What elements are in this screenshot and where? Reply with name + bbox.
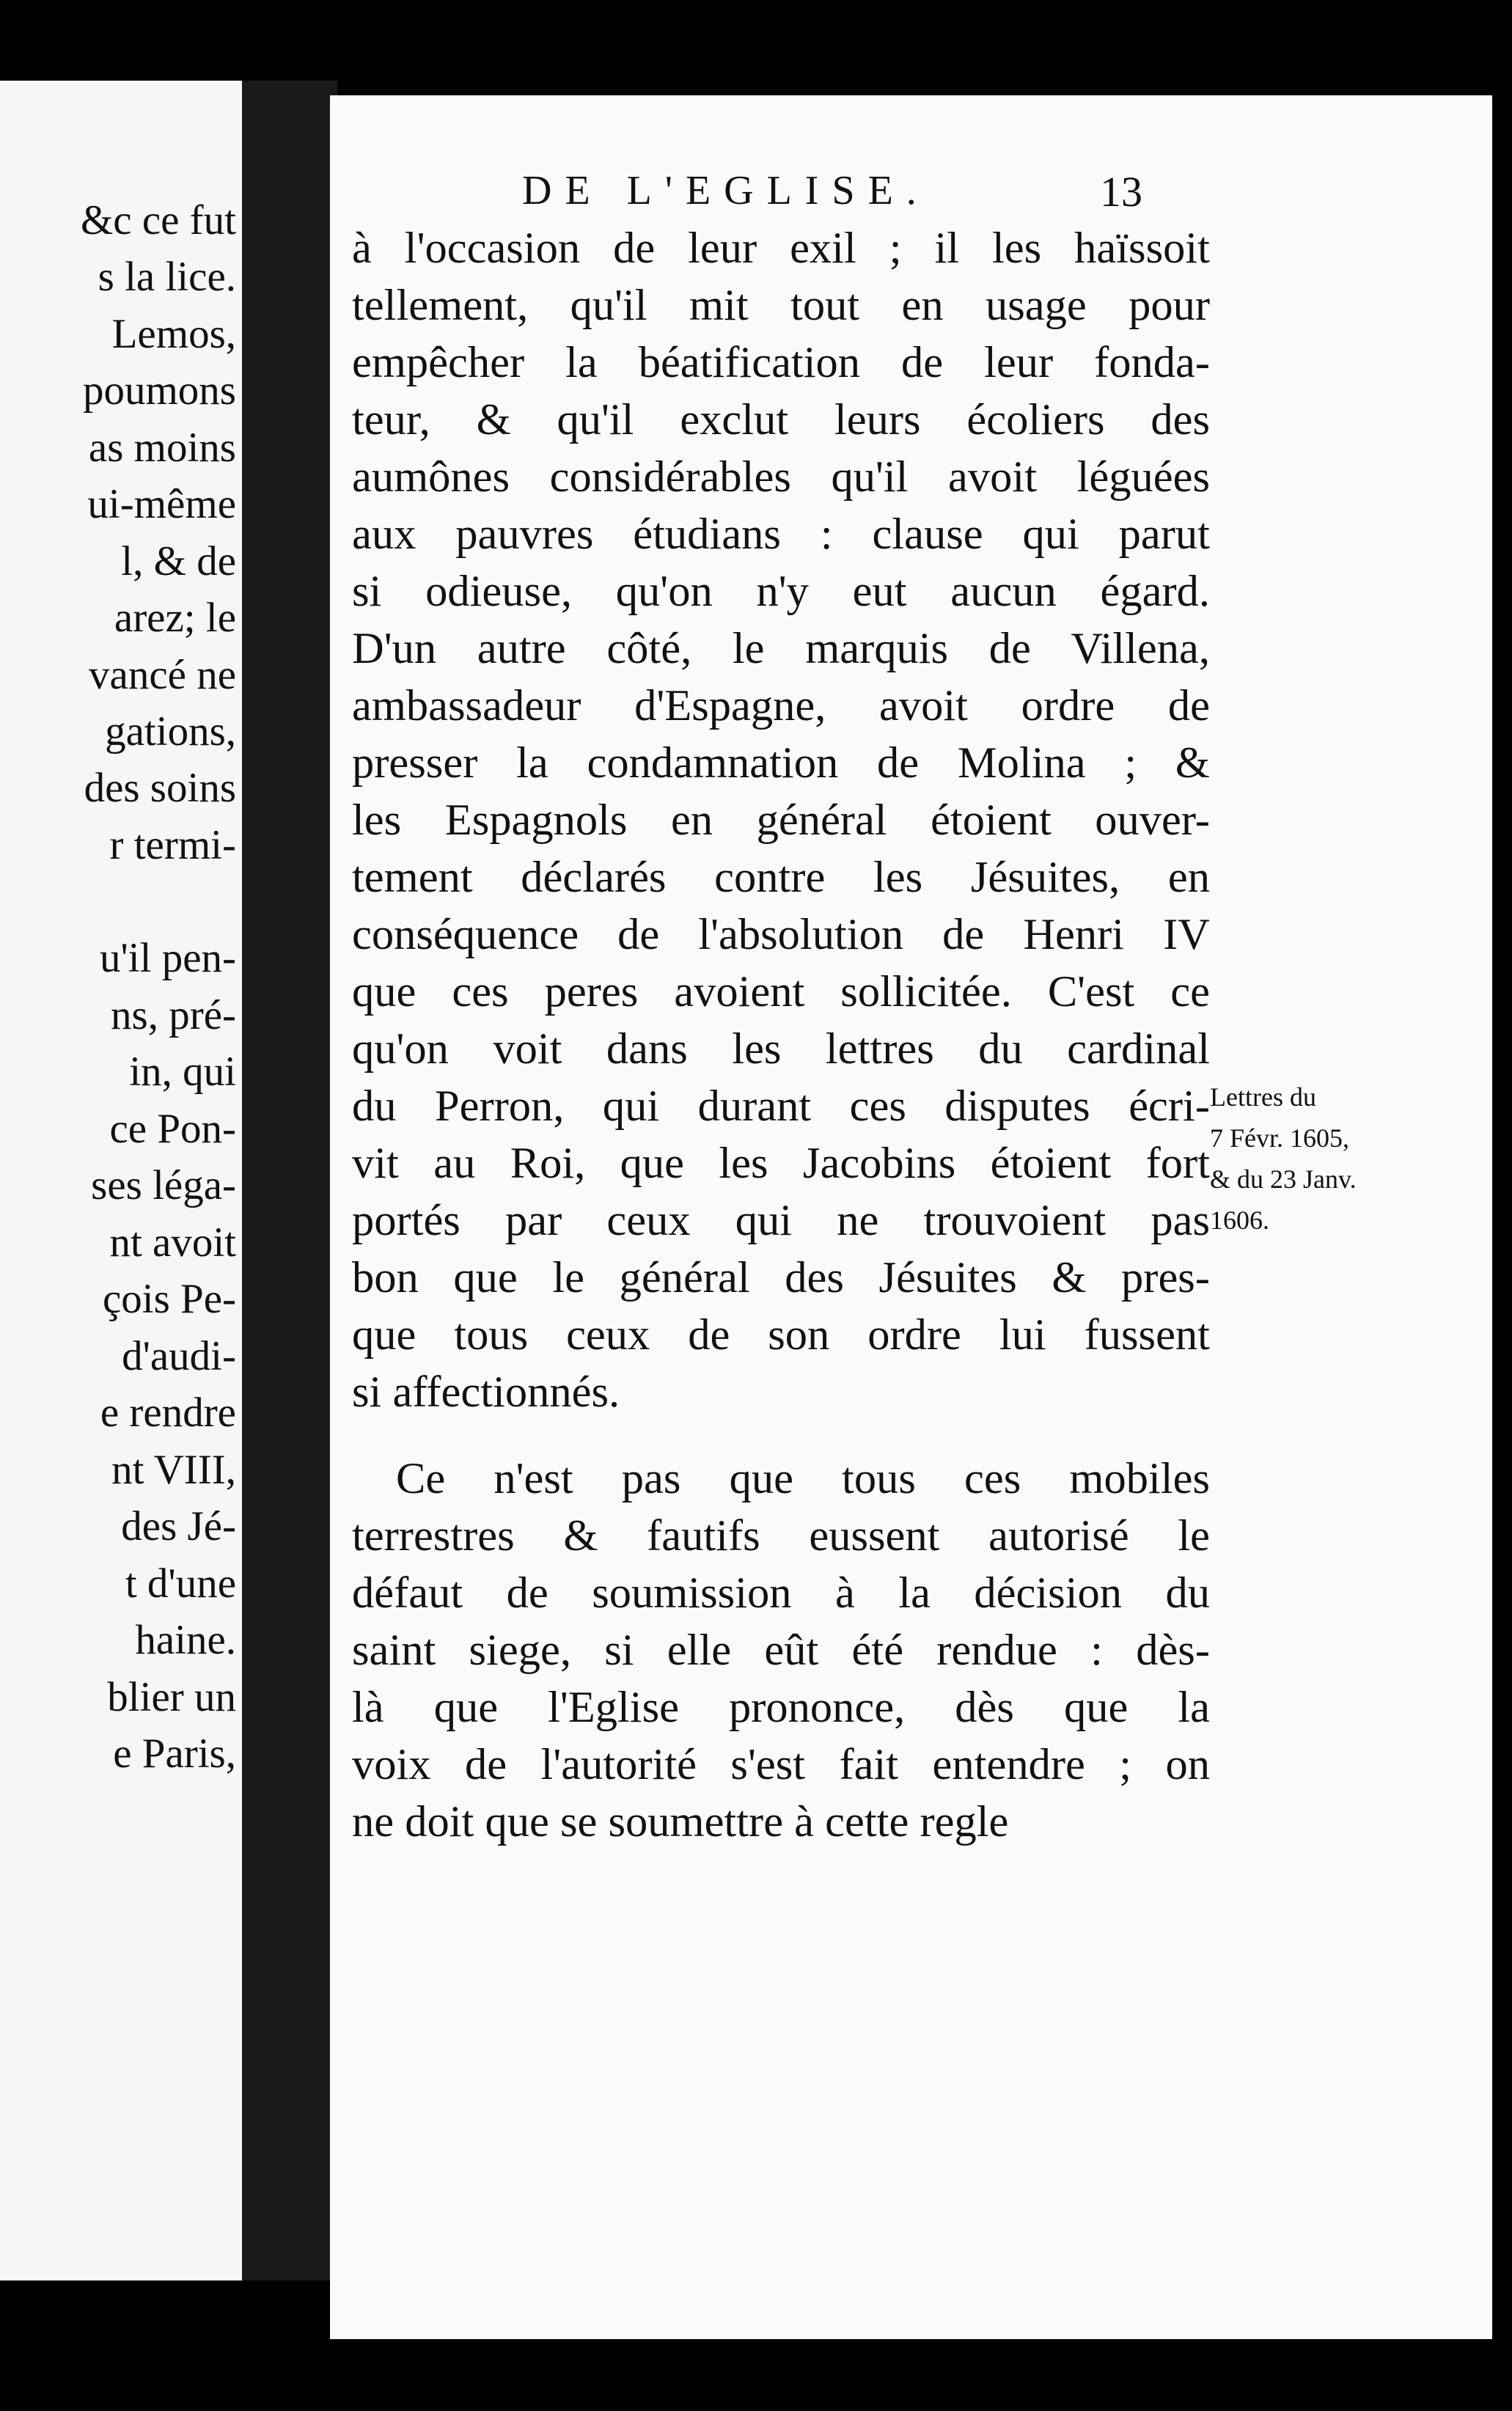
- text-line: D'un autre côté, le marquis de Villena,: [352, 624, 1210, 673]
- text-line: ne doit que se soumettre à cette regle: [352, 1797, 1009, 1846]
- text-line: Ce n'est pas que tous ces mobiles: [396, 1454, 1210, 1503]
- text-line: aumônes considérables qu'il avoit léguées: [352, 452, 1210, 502]
- text-line: teur, & qu'il exclut leurs écoliers des: [352, 395, 1210, 444]
- marginal-note-line: 7 Févr. 1605,: [1210, 1123, 1350, 1153]
- left-page-line: gations,: [105, 708, 236, 755]
- text-line: les Espagnols en général étoient ouver-: [352, 796, 1210, 845]
- text-line: terrestres & fautifs eussent autorisé le: [352, 1511, 1210, 1560]
- left-page-line: haine.: [135, 1617, 236, 1663]
- left-page-line: Lemos,: [111, 311, 236, 357]
- left-page-line: vancé ne: [89, 652, 236, 698]
- text-line: qu'on voit dans les lettres du cardinal: [352, 1024, 1210, 1074]
- left-page-line: t d'une: [125, 1560, 236, 1607]
- left-page-line: ses léga-: [91, 1162, 236, 1208]
- left-page-line: des Jé-: [121, 1503, 236, 1549]
- left-page-line: r termi-: [109, 822, 236, 868]
- left-page-line: ce Pon-: [109, 1106, 236, 1152]
- left-page-line: s la lice.: [98, 254, 236, 300]
- text-line: si odieuse, qu'on n'y eut aucun égard.: [352, 567, 1210, 616]
- left-page-line: e rendre: [100, 1390, 236, 1436]
- left-page-line: ui-même: [87, 481, 236, 527]
- left-page-line: &c ce fut: [80, 197, 236, 243]
- left-page-line: as moins: [88, 425, 236, 471]
- text-line: presser la condamnation de Molina ; &: [352, 738, 1210, 788]
- left-page-line: in, qui: [129, 1049, 236, 1095]
- left-page-line: ns, pré-: [111, 992, 236, 1038]
- text-line: du Perron, qui durant ces disputes écri-: [352, 1082, 1210, 1131]
- text-line: voix de l'autorité s'est fait entendre ; on: [352, 1740, 1210, 1789]
- left-page-line: u'il pen-: [100, 935, 236, 981]
- left-page-line: nt avoit: [109, 1219, 236, 1266]
- previous-page: [0, 81, 242, 2280]
- left-page-line: poumons: [82, 367, 236, 414]
- text-line: que tous ceux de son ordre lui fussent: [352, 1310, 1210, 1359]
- text-line: conséquence de l'absolution de Henri IV: [352, 910, 1210, 959]
- text-line: portés par ceux qui ne trouvoient pas: [352, 1196, 1210, 1245]
- text-line: à l'occasion de leur exil ; il les haïssoit: [352, 224, 1210, 273]
- left-page-line: des soins: [84, 765, 236, 811]
- text-line: aux pauvres étudians : clause qui parut: [352, 510, 1210, 559]
- text-line: vit au Roi, que les Jacobins étoient fort: [352, 1139, 1210, 1188]
- text-line: si affectionnés.: [352, 1368, 620, 1417]
- text-line: saint siege, si elle eût été rendue : dès-: [352, 1626, 1210, 1675]
- text-line: bon que le général des Jésuites & pres-: [352, 1253, 1210, 1302]
- left-page-line: l, & de: [121, 538, 236, 584]
- text-line: tement déclarés contre les Jésuites, en: [352, 853, 1210, 902]
- left-page-line: çois Pe-: [102, 1276, 236, 1322]
- marginal-note-line: Lettres du: [1210, 1082, 1316, 1112]
- marginal-note-line: & du 23 Janv.: [1210, 1164, 1357, 1194]
- page-number: 13: [1100, 168, 1142, 216]
- text-line: tellement, qu'il mit tout en usage pour: [352, 281, 1210, 330]
- running-head: DE L'EGLISE.: [522, 168, 930, 213]
- text-line: là que l'Eglise prononce, dès que la: [352, 1683, 1210, 1732]
- text-line: empêcher la béatification de leur fonda-: [352, 338, 1210, 387]
- left-page-line: nt VIII,: [111, 1447, 236, 1493]
- text-line: ambassadeur d'Espagne, avoit ordre de: [352, 681, 1210, 730]
- left-page-line: arez; le: [114, 595, 236, 641]
- text-line: que ces peres avoient sollicitée. C'est ce: [352, 967, 1210, 1016]
- marginal-note-line: 1606.: [1210, 1206, 1269, 1235]
- body-text: [352, 220, 1210, 1851]
- left-page-line: e Paris,: [113, 1731, 236, 1777]
- book-gutter: [242, 81, 337, 2280]
- marginal-note: [1210, 1076, 1430, 1241]
- left-page-line: d'audi-: [122, 1333, 236, 1379]
- text-line: défaut de soumission à la décision du: [352, 1568, 1210, 1618]
- left-page-line: blier un: [107, 1674, 236, 1720]
